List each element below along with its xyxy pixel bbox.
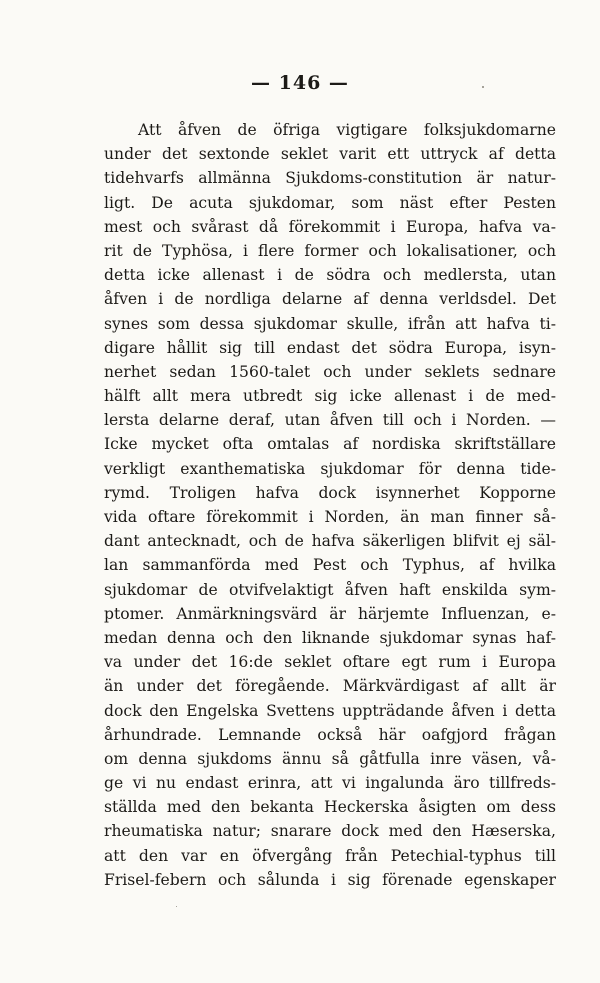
text-line: ge vi nu endast erinra, att vi ingalunda äro tillfreds- (104, 774, 556, 793)
page-number: — 146 — (251, 72, 349, 94)
text-line: va under det 16:de seklet oftare egt rum i Europa (104, 653, 556, 672)
text-line: Icke mycket ofta omtalas af nordiska skriftställare (104, 435, 556, 454)
text-line: Att åfven de öfriga vigtigare folksjukdomarne (138, 121, 556, 139)
text-line: under det sextonde seklet varit ett uttryck af detta (104, 145, 556, 164)
text-line: ligt. De acuta sjukdomar, som näst efter Pesten (104, 193, 556, 212)
text-line: medan denna och den liknande sjukdomar synas haf- (104, 628, 556, 647)
text-line: rit de Typhösa, i flere former och lokalisationer, och (104, 241, 556, 260)
paper-speck (482, 86, 484, 88)
text-line: dant antecknadt, och de hafva säkerligen blifvit ej säl- (104, 532, 556, 551)
text-line: Frisel-febern och sålunda i sig förenade egenskaper (104, 870, 556, 889)
text-line: synes som dessa sjukdomar skulle, ifrån att hafva ti- (104, 314, 556, 333)
text-line: nerhet sedan 1560-talet och under seklets sednare (104, 362, 556, 381)
text-line: hälft allt mera utbredt sig icke allenast i de med- (104, 387, 556, 406)
text-line: sjukdomar de otvifvelaktigt åfven haft enskilda sym- (104, 580, 556, 599)
text-line: tidehvarfs allmänna Sjukdoms-constitution är natur- (104, 169, 556, 188)
text-line: detta icke allenast i de södra och medlersta, utan (104, 266, 556, 285)
paper-speck (176, 906, 177, 907)
text-line: århundrade. Lemnande också här oafgjord frågan (104, 725, 556, 744)
text-line: verkligt exanthematiska sjukdomar för denna tide- (104, 459, 556, 478)
text-line: vida oftare förekommit i Norden, än man finner så- (104, 508, 556, 526)
text-line: rheumatiska natur; snarare dock med den Hæserska, (104, 822, 556, 841)
text-line: åfven i de nordliga delarne af denna verldsdel. Det (104, 290, 556, 309)
body-text (104, 118, 556, 892)
text-line: att den var en öfvergång från Petechial-typhus till (104, 846, 556, 865)
text-line: om denna sjukdoms ännu så gåtfulla inre väsen, vå- (104, 749, 556, 768)
text-line: ptomer. Anmärkningsvärd är härjemte Influenzan, e- (104, 604, 556, 623)
text-line: lan sammanförda med Pest och Typhus, af hvilka (104, 556, 556, 575)
text-line: mest och svårast då förekommit i Europa, hafva va- (104, 217, 556, 236)
text-line: dock den Engelska Svettens uppträdande åfven i detta (104, 701, 556, 720)
text-line: ställda med den bekanta Heckerska åsigten om dess (104, 798, 556, 817)
text-line: digare hållit sig till endast det södra Europa, isyn- (104, 338, 556, 357)
text-line: lersta delarne deraf, utan åfven till och i Norden. — (104, 411, 556, 430)
text-line: än under det föregående. Märkvärdigast af allt är (104, 677, 556, 696)
text-line: rymd. Troligen hafva dock isynnerhet Kopporne (104, 483, 556, 502)
